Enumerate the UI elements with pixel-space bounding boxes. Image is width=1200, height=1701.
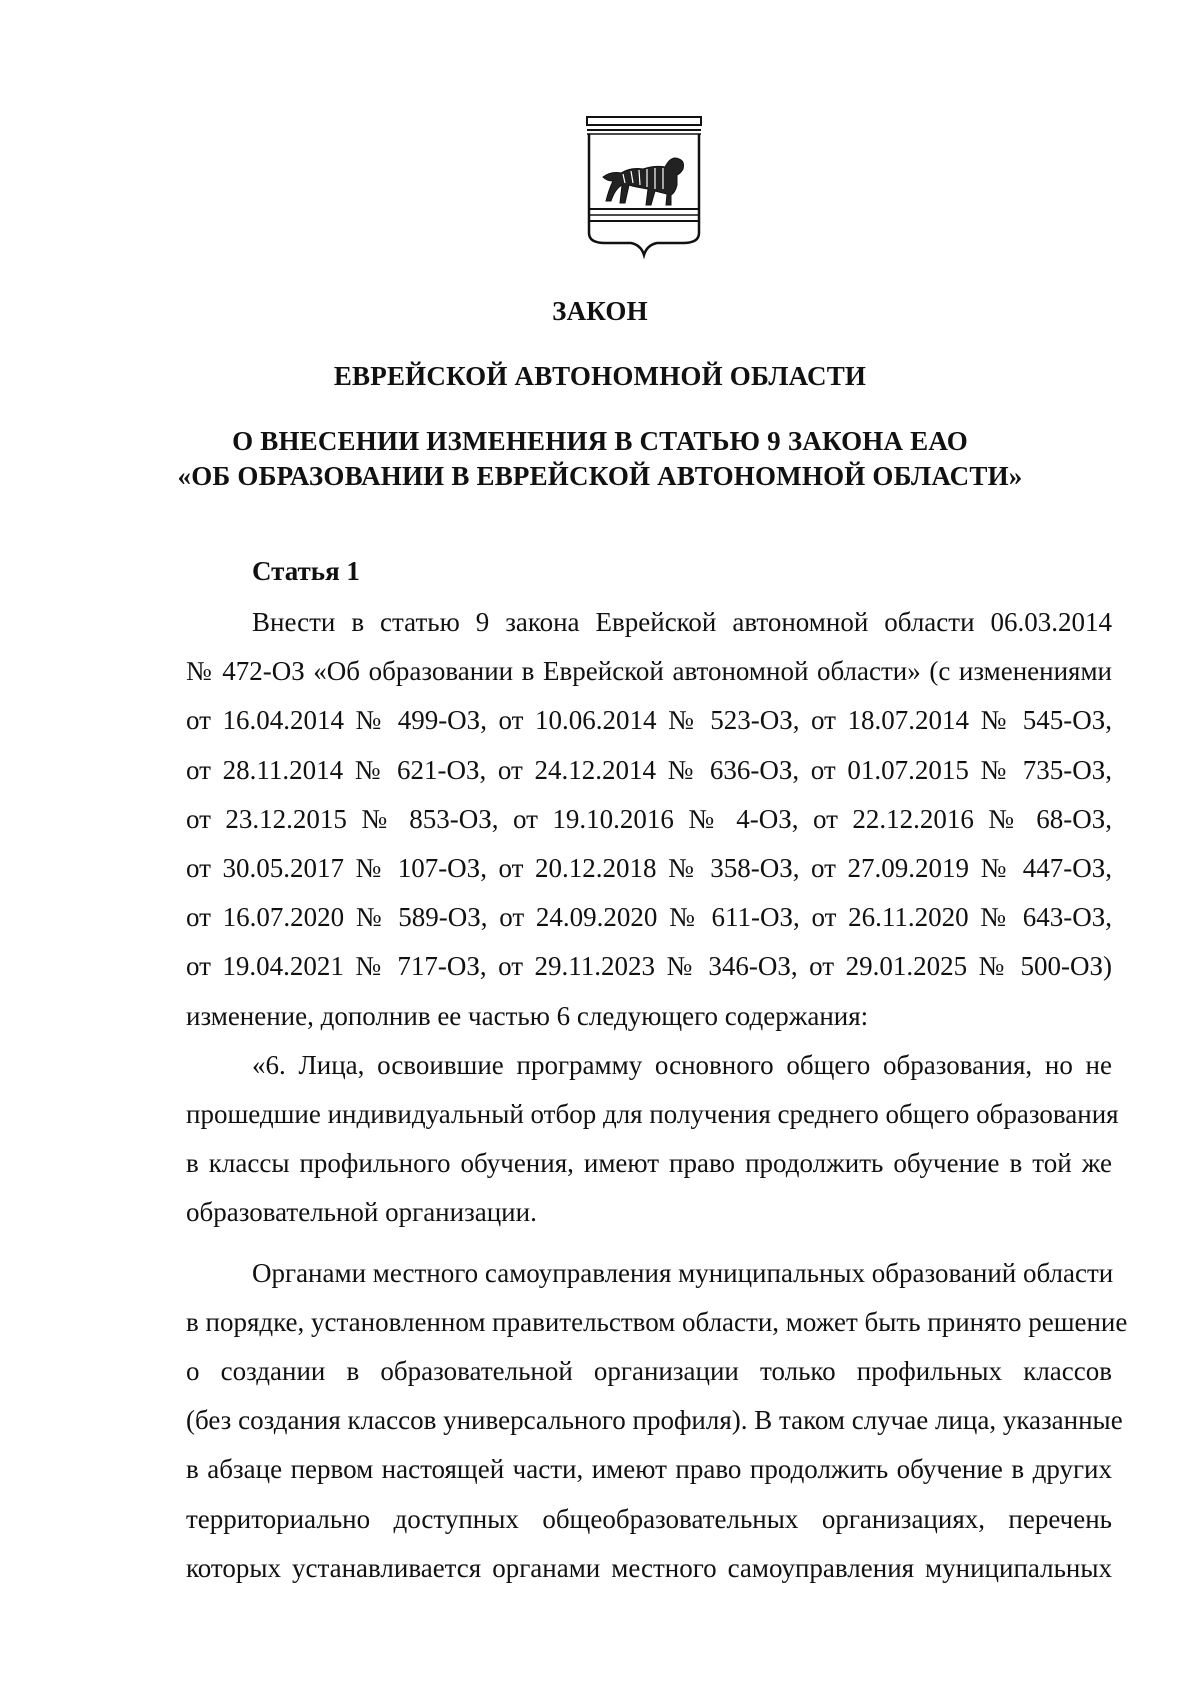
coat-of-arms-emblem	[585, 115, 703, 265]
text-line: (без создания классов универсального профиля). В таком случае лица, указанные	[186, 1405, 1123, 1436]
document-type-heading: ЗАКОН	[552, 296, 648, 326]
article-body	[186, 598, 1128, 1593]
paragraph-part-6	[186, 1041, 1119, 1238]
text-line: Органами местного самоуправления муниципальных образований области	[252, 1257, 1114, 1288]
paragraph-amendment	[186, 598, 1112, 1041]
paragraph-local-government	[186, 1249, 1128, 1593]
law-subject-heading-line-1: О ВНЕСЕНИИ ИЗМЕНЕНИЯ В СТАТЬЮ 9 ЗАКОНА ЕАО	[232, 426, 968, 456]
tiger-icon	[603, 158, 684, 205]
text-line: образовательной организации.	[186, 1197, 537, 1228]
text-line: территориально доступных общеобразовательных организациях, перечень	[186, 1503, 1112, 1534]
text-line: № 472-ОЗ «Об образовании в Еврейской автономной области» (с изменениями	[186, 656, 1112, 687]
text-line: в порядке, установленном правительством области, может быть принято решение	[186, 1306, 1128, 1337]
text-line: Внести в статью 9 закона Еврейской автономной области 06.03.2014	[252, 607, 1112, 637]
text-line: «6. Лица, освоившие программу основного общего образования, но не	[252, 1049, 1112, 1080]
region-heading: ЕВРЕЙСКОЙ АВТОНОМНОЙ ОБЛАСТИ	[333, 361, 867, 391]
paragraph-spacer	[186, 1238, 1112, 1249]
text-line: прошедшие индивидуальный отбор для получения среднего общего образования	[186, 1099, 1119, 1130]
text-line: от 16.04.2014 № 499-ОЗ, от 10.06.2014 № 523-ОЗ, от 18.07.2014 № 545-ОЗ,	[186, 705, 1112, 736]
text-line: которых устанавливается органами местного самоуправления муниципальных	[186, 1552, 1112, 1583]
text-line: от 23.12.2015 № 853-ОЗ, от 19.10.2016 № 4-ОЗ, от 22.12.2016 № 68-ОЗ,	[186, 803, 1112, 834]
text-line: от 19.04.2021 № 717-ОЗ, от 29.11.2023 № 346-ОЗ, от 29.01.2025 № 500-ОЗ)	[186, 951, 1112, 982]
law-subject-heading-line-2: «ОБ ОБРАЗОВАНИИ В ЕВРЕЙСКОЙ АВТОНОМНОЙ ОБЛАСТИ»	[177, 461, 1023, 491]
text-line: в абзаце первом настоящей части, имеют право продолжить обучение в других	[186, 1454, 1112, 1485]
text-line: от 30.05.2017 № 107-ОЗ, от 20.12.2018 № 358-ОЗ, от 27.09.2019 № 447-ОЗ,	[186, 853, 1112, 884]
text-line: от 16.07.2020 № 589-ОЗ, от 24.09.2020 № 611-ОЗ, от 26.11.2020 № 643-ОЗ,	[186, 902, 1112, 933]
text-line: от 28.11.2014 № 621-ОЗ, от 24.12.2014 № 636-ОЗ, от 01.07.2015 № 735-ОЗ,	[186, 754, 1112, 785]
text-line: в классы профильного обучения, имеют право продолжить обучение в той же	[186, 1148, 1112, 1179]
text-line: о создании в образовательной организации только профильных классов	[186, 1356, 1112, 1387]
text-line: изменение, дополнив ее частью 6 следующего содержания:	[186, 1000, 869, 1031]
article-title: Статья 1	[252, 556, 360, 586]
